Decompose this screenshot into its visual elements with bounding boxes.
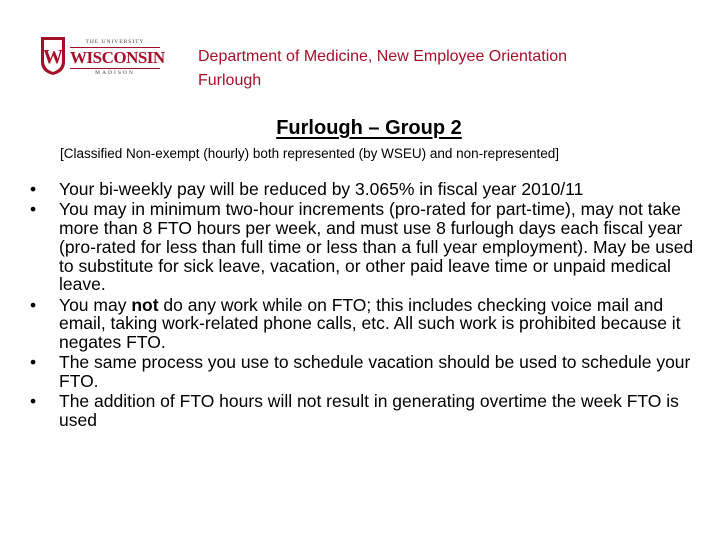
crest-icon [40,36,66,76]
bullet-marker: • [30,294,37,315]
bullet-list [30,180,696,431]
header-line-1: Department of Medicine, New Employee Orientation [198,48,568,65]
bullet-text-after: do any work while on FTO; this includes checking voice mail and email, taking work-related phone calls, etc. All such work is prohibited because it negates FTO. [59,294,681,353]
slide-title [0,117,720,140]
bullet-item-increments [30,200,696,294]
bullet-text: The same process you use to schedule vacation should be used to schedule your FTO. [59,352,691,392]
bullet-text: Your bi-weekly pay will be reduced by 3.065% in fiscal year 2010/11 [59,179,584,199]
logo-top-text: THE UNIVERSITY [85,39,145,45]
bullet-text-emphasis: not [131,294,159,315]
slide-title-text: Furlough – Group 2 [276,117,462,139]
slide-subtitle: [Classified Non-exempt (hourly) both represented (by WSEU) and non-represented] [60,146,559,161]
bullet-item-no-work [30,296,696,352]
bullet-marker: • [30,352,37,373]
university-logo [40,36,165,82]
bullet-item-overtime [30,392,696,430]
logo-main-text: WISCONSIN [70,48,165,67]
logo-bottom-text: MADISON [95,70,135,76]
bullet-text: You may in minimum two-hour increments (pro-rated for part-time), may not take more than 8 FTO hours per week, and must use 8 furlough days each fiscal year (pro-rated for less than full time or less than a full year employment). May be used to substitute for sick leave, vacation, or other paid leave time or unpaid medical leave. [59,199,694,295]
header-line-2: Furlough [198,72,262,89]
bullet-item-schedule [30,353,696,391]
bullet-text: The addition of FTO hours will not result in generating overtime the week FTO is used [59,391,679,431]
header-title [198,45,678,93]
bullet-text-before: You may [59,294,132,315]
bullet-marker: • [30,199,37,220]
crest-letter: W [43,46,63,68]
bullet-item-pay [30,180,696,199]
bullet-marker: • [30,391,37,412]
bullet-marker: • [30,179,37,199]
